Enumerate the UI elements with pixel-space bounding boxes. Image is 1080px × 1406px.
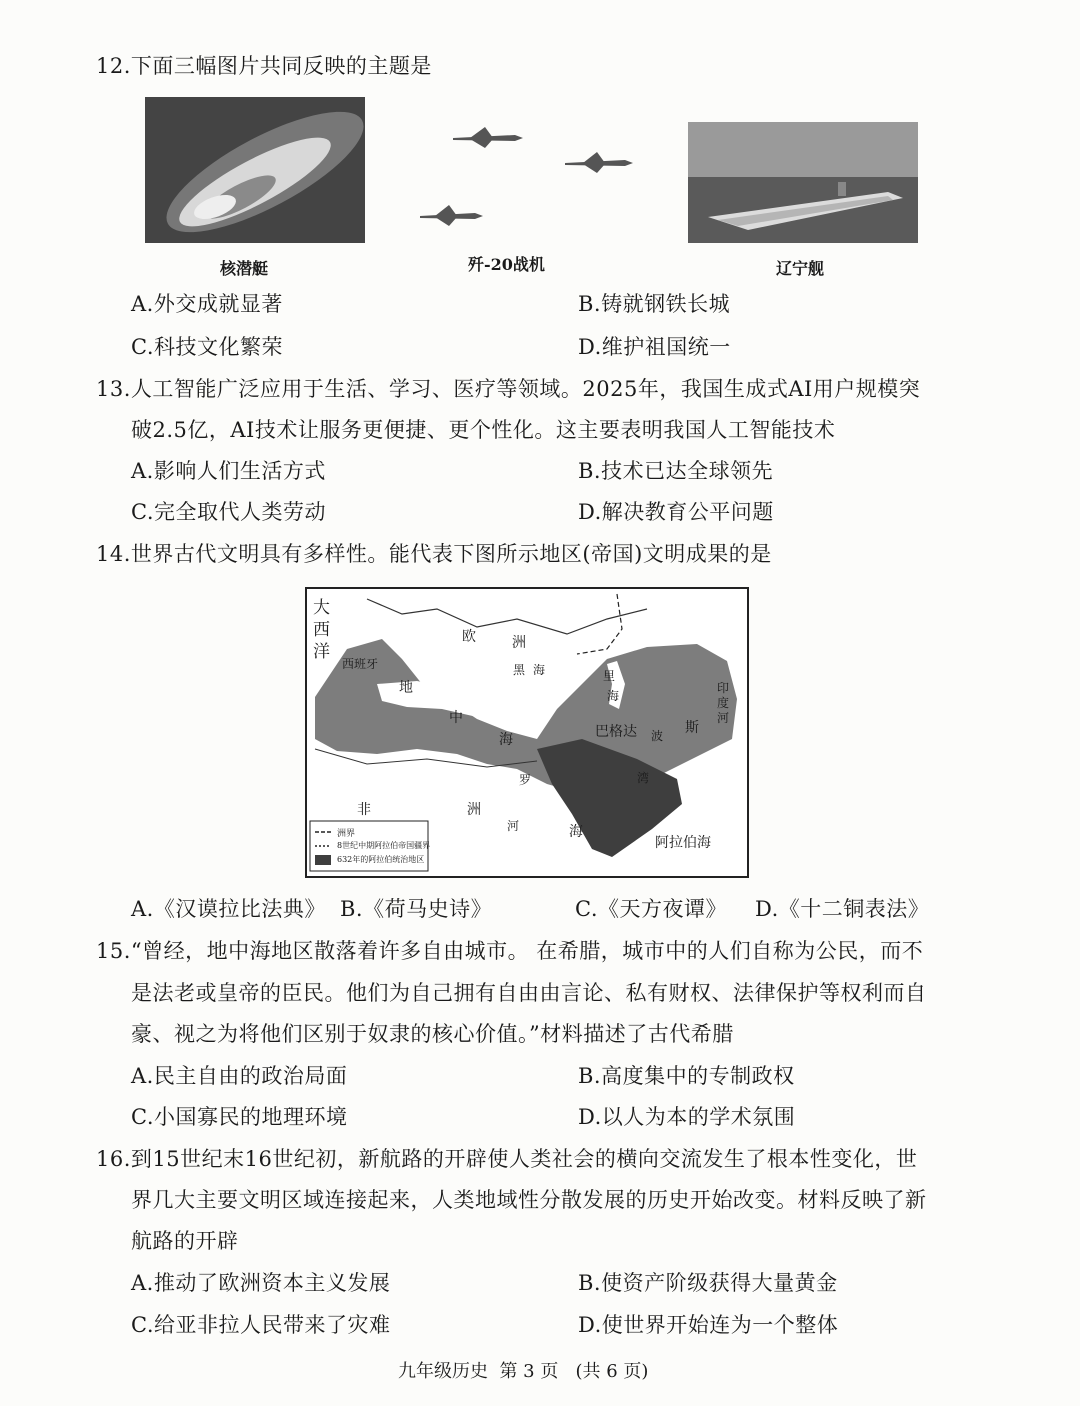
q14-option-d[interactable]: D.《十二铜表法》	[755, 897, 930, 921]
map-label-nile-2: 河	[507, 819, 520, 833]
page-footer: 九年级历史 第 3 页 (共 6 页)	[398, 1361, 649, 1382]
map-label-hai: 海	[499, 732, 513, 748]
q16-stem-line3: 航路的开辟	[131, 1229, 239, 1253]
map-label-indus: 印度河	[717, 681, 730, 725]
q13-option-c[interactable]: C.完全取代人类劳动	[131, 500, 326, 524]
map-label-di: 地	[399, 680, 413, 696]
map-label-red-sea: 海	[569, 824, 583, 840]
map-label-spain: 西班牙	[342, 657, 379, 671]
q16-option-c[interactable]: C.给亚非拉人民带来了灾难	[131, 1313, 391, 1337]
q15-stem-line3: 豪、视之为将他们区别于奴隶的核心价值。”材料描述了古代希腊	[131, 1022, 734, 1046]
caption-j20: 歼-20战机	[468, 255, 545, 274]
q13-option-d[interactable]: D.解决教育公平问题	[578, 500, 774, 524]
map-label-li-2: 海	[607, 689, 620, 703]
caption-submarine: 核潜艇	[220, 259, 269, 278]
map-label-atlantic: 大西洋	[313, 598, 330, 662]
map-legend-boundary: 洲界	[337, 829, 356, 839]
q16-stem-line2: 界几大主要文明区域连接起来，人类地域性分散发展的历史开始改变。材料反映了新	[131, 1188, 927, 1212]
liaoning-photo	[688, 122, 918, 243]
map-label-zhong: 中	[449, 710, 463, 726]
map-label-africa-2: 洲	[467, 802, 481, 818]
q14-option-a[interactable]: A.《汉谟拉比法典》	[131, 897, 326, 921]
map-label-black-1: 黑	[513, 663, 526, 677]
q16-option-b[interactable]: B.使资产阶级获得大量黄金	[578, 1271, 838, 1295]
map-label-gulf: 湾	[637, 771, 650, 785]
q13-option-a[interactable]: A.影响人们生活方式	[131, 459, 326, 483]
q15-option-c[interactable]: C.小国寡民的地理环境	[131, 1105, 348, 1129]
q13-option-b[interactable]: B.技术已达全球领先	[578, 459, 774, 483]
q16-option-d[interactable]: D.使世界开始连为一个整体	[578, 1313, 839, 1337]
map-label-europe-2: 洲	[512, 635, 526, 651]
map-label-black-2: 海	[533, 663, 546, 677]
q12-option-c[interactable]: C.科技文化繁荣	[131, 335, 283, 359]
map-label-si: 斯	[685, 720, 699, 736]
q12-option-d[interactable]: D.维护祖国统一	[578, 335, 731, 359]
q16-option-a[interactable]: A.推动了欧洲资本主义发展	[131, 1271, 391, 1295]
map-legend-632: 632年的阿拉伯统治地区	[337, 855, 425, 864]
q15-stem-line1: 15.“曾经，地中海地区散落着许多自由城市。 在希腊，城市中的人们自称为公民，而不	[96, 939, 924, 963]
q12-stem: 12.下面三幅图片共同反映的主题是	[96, 54, 432, 78]
map-label-li-1: 里	[603, 669, 616, 683]
q15-option-b[interactable]: B.高度集中的专制政权	[578, 1064, 795, 1088]
map-label-arabian-sea: 阿拉伯海	[655, 835, 711, 851]
q13-stem-line2: 破2.5亿，AI技术让服务更便捷、更个性化。这主要表明我国人工智能技术	[131, 418, 836, 442]
q14-option-b[interactable]: B.《荷马史诗》	[340, 897, 493, 921]
submarine-photo	[145, 97, 365, 243]
map-label-baghdad: 巴格达	[595, 724, 637, 740]
map-label-nile-1: 罗	[519, 773, 532, 787]
q13-stem-line1: 13.人工智能广泛应用于生活、学习、医疗等领域。2025年，我国生成式AI用户规模突	[96, 377, 921, 401]
q14-option-c[interactable]: C.《天方夜谭》	[575, 897, 727, 921]
q12-option-a[interactable]: A.外交成就显著	[131, 292, 283, 316]
j20-photo	[415, 118, 635, 233]
map-label-bo: 波	[651, 729, 664, 743]
q15-option-a[interactable]: A.民主自由的政治局面	[131, 1064, 348, 1088]
arab-empire-map	[305, 587, 749, 878]
q15-stem-line2: 是法老或皇帝的臣民。他们为自己拥有自由由言论、私有财权、法律保护等权利而自	[131, 981, 927, 1005]
q12-option-b[interactable]: B.铸就钢铁长城	[578, 292, 731, 316]
map-legend-empire: 8世纪中期阿拉伯帝国疆界	[337, 841, 431, 850]
q16-stem-line1: 16.到15世纪末16世纪初，新航路的开辟使人类社会的横向交流发生了根本性变化，世	[96, 1147, 918, 1171]
q14-stem: 14.世界古代文明具有多样性。能代表下图所示地区(帝国)文明成果的是	[96, 542, 772, 566]
caption-liaoning: 辽宁舰	[776, 259, 825, 278]
map-label-africa-1: 非	[357, 802, 371, 818]
q15-option-d[interactable]: D.以人为本的学术氛围	[578, 1105, 796, 1129]
map-label-europe-1: 欧	[462, 629, 476, 645]
